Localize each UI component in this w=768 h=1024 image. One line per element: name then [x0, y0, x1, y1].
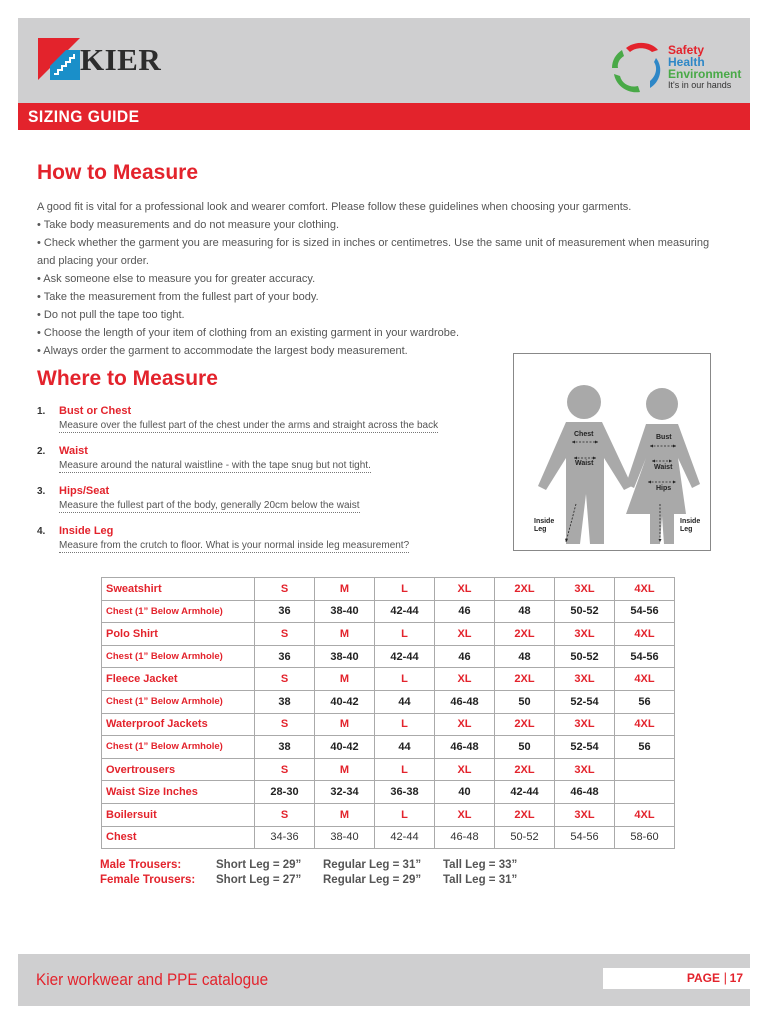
size-cell: 28-30 — [255, 781, 315, 804]
size-cell: S — [255, 758, 315, 781]
step-number: 3. — [37, 486, 46, 497]
male-trousers-label: Male Trousers: — [100, 859, 182, 871]
size-cell — [615, 758, 675, 781]
size-cell: M — [315, 623, 375, 646]
page-footer — [18, 954, 750, 1006]
size-cell: 36 — [255, 600, 315, 623]
size-table-row — [102, 713, 675, 736]
size-cell: 3XL — [555, 758, 615, 781]
waist-label-male: Waist — [575, 460, 594, 467]
size-cell: 2XL — [495, 623, 555, 646]
male-regular-leg: Regular Leg = 31” — [323, 859, 422, 871]
size-cell: 42-44 — [495, 781, 555, 804]
size-cell: 3XL — [555, 803, 615, 826]
size-cell: 44 — [375, 736, 435, 759]
inside-leg-label-female-1: Inside — [680, 518, 701, 525]
size-cell: 48 — [495, 600, 555, 623]
size-cell: 50-52 — [555, 645, 615, 668]
size-cell: M — [315, 668, 375, 691]
female-short-leg: Short Leg = 27” — [216, 874, 302, 886]
how-to-measure-heading: How to Measure — [37, 161, 199, 184]
size-cell: 38-40 — [315, 645, 375, 668]
guideline-item: • Always order the garment to accommodate the largest body measurement. — [37, 345, 408, 357]
size-cell: 40-42 — [315, 736, 375, 759]
size-row-label: Chest (1” Below Armhole) — [102, 690, 255, 713]
guideline-item: • Ask someone else to measure you for greater accuracy. — [37, 273, 316, 285]
kier-logo — [36, 36, 166, 82]
size-cell — [615, 781, 675, 804]
section-label: SIZING GUIDE — [28, 107, 140, 126]
chest-label: Chest — [574, 431, 594, 438]
step-description: Measure from the crutch to floor. What is your normal inside leg measurement? — [59, 540, 410, 551]
size-cell: 40 — [435, 781, 495, 804]
size-cell: 50-52 — [495, 826, 555, 849]
size-cell: 56 — [615, 690, 675, 713]
size-cell: 58-60 — [615, 826, 675, 849]
size-cell: 36-38 — [375, 781, 435, 804]
size-cell: 2XL — [495, 758, 555, 781]
size-cell: 2XL — [495, 803, 555, 826]
size-row-label: Chest — [102, 826, 255, 849]
guideline-item: • Take body measurements and do not measure your clothing. — [37, 219, 340, 231]
size-cell: L — [375, 758, 435, 781]
male-trousers-row — [100, 858, 560, 873]
size-cell: 3XL — [555, 668, 615, 691]
guideline-item: • Check whether the garment you are measuring for is sized in inches or centimetres. Use the same unit of measurement when measuring and placing your order. — [37, 237, 710, 267]
step-item — [37, 406, 487, 446]
step-description: Measure over the fullest part of the chest under the arms and straight across the back — [59, 420, 439, 431]
size-cell: 40-42 — [315, 690, 375, 713]
size-cell: 42-44 — [375, 600, 435, 623]
size-row-label: Overtrousers — [102, 758, 255, 781]
size-cell: 54-56 — [615, 645, 675, 668]
size-cell: 4XL — [615, 803, 675, 826]
size-cell: 46-48 — [435, 690, 495, 713]
size-cell: S — [255, 803, 315, 826]
step-number: 1. — [37, 406, 46, 417]
size-cell: 42-44 — [375, 645, 435, 668]
hips-label: Hips — [656, 485, 672, 492]
size-cell: XL — [435, 623, 495, 646]
female-trousers-row — [100, 873, 560, 888]
size-cell: 2XL — [495, 578, 555, 601]
size-cell: 50 — [495, 736, 555, 759]
size-cell: 52-54 — [555, 736, 615, 759]
inside-leg-label-male-2: Leg — [534, 526, 547, 533]
size-cell: S — [255, 578, 315, 601]
size-cell: XL — [435, 713, 495, 736]
section-banner — [18, 103, 750, 130]
female-tall-leg: Tall Leg = 31” — [443, 874, 518, 886]
she-tagline — [668, 44, 741, 91]
where-to-measure-heading: Where to Measure — [37, 367, 218, 390]
step-item — [37, 526, 487, 566]
size-cell: 3XL — [555, 578, 615, 601]
size-table-row — [102, 803, 675, 826]
female-regular-leg: Regular Leg = 29” — [323, 874, 422, 886]
she-cycle-icon — [606, 38, 668, 98]
size-cell: XL — [435, 668, 495, 691]
size-cell: XL — [435, 578, 495, 601]
size-cell: L — [375, 578, 435, 601]
catalogue-page — [18, 18, 750, 1006]
page-indicator — [603, 968, 750, 989]
size-cell: 4XL — [615, 578, 675, 601]
size-table-row — [102, 758, 675, 781]
size-cell: 4XL — [615, 713, 675, 736]
catalogue-title: Kier workwear and PPE catalogue — [36, 970, 269, 989]
size-row-label: Waterproof Jackets — [102, 713, 255, 736]
logo-text: KIER — [80, 42, 162, 77]
size-table — [101, 577, 675, 849]
step-number: 2. — [37, 446, 46, 457]
size-cell: 46-48 — [555, 781, 615, 804]
inside-leg-label-male-1: Inside — [534, 518, 555, 525]
size-row-label: Chest (1” Below Armhole) — [102, 736, 255, 759]
she-health: Health — [668, 55, 705, 69]
size-cell: S — [255, 713, 315, 736]
size-cell: L — [375, 803, 435, 826]
size-cell: 4XL — [615, 623, 675, 646]
size-table-row — [102, 826, 675, 849]
size-row-label: Fleece Jacket — [102, 668, 255, 691]
size-cell: 46 — [435, 645, 495, 668]
size-table-row — [102, 781, 675, 804]
size-cell: 48 — [495, 645, 555, 668]
size-cell: M — [315, 578, 375, 601]
measurement-diagram — [513, 353, 711, 551]
size-cell: L — [375, 668, 435, 691]
size-cell: 46 — [435, 600, 495, 623]
size-cell: 38 — [255, 690, 315, 713]
guideline-item: • Choose the length of your item of clothing from an existing garment in your wardrobe. — [37, 327, 460, 339]
size-table-row — [102, 623, 675, 646]
size-table-row — [102, 600, 675, 623]
size-cell: 56 — [615, 736, 675, 759]
size-cell: 42-44 — [375, 826, 435, 849]
trouser-lengths — [100, 858, 560, 888]
step-title: Inside Leg — [59, 525, 114, 537]
size-row-label: Waist Size Inches — [102, 781, 255, 804]
size-cell: 3XL — [555, 623, 615, 646]
she-logo — [606, 38, 746, 98]
size-cell: 2XL — [495, 668, 555, 691]
kier-logo-mark-icon — [36, 36, 82, 82]
size-row-label: Chest (1” Below Armhole) — [102, 600, 255, 623]
size-table-row — [102, 645, 675, 668]
male-short-leg: Short Leg = 29” — [216, 859, 302, 871]
size-cell: 54-56 — [555, 826, 615, 849]
step-title: Bust or Chest — [59, 405, 132, 417]
size-table-row — [102, 736, 675, 759]
inside-leg-label-female-2: Leg — [680, 526, 693, 533]
size-cell: 36 — [255, 645, 315, 668]
page-number: 17 — [729, 971, 743, 985]
size-cell: 50-52 — [555, 600, 615, 623]
size-row-label: Chest (1” Below Armhole) — [102, 645, 255, 668]
size-cell: 3XL — [555, 713, 615, 736]
step-number: 4. — [37, 526, 46, 537]
step-item — [37, 486, 487, 526]
size-table-row — [102, 690, 675, 713]
bust-label: Bust — [656, 434, 672, 441]
she-environment: Environment — [668, 67, 742, 81]
size-table-row — [102, 578, 675, 601]
size-cell: M — [315, 803, 375, 826]
size-cell: 38 — [255, 736, 315, 759]
male-tall-leg: Tall Leg = 33” — [443, 859, 518, 871]
page-header — [18, 18, 750, 103]
size-row-label: Boilersuit — [102, 803, 255, 826]
size-cell: 4XL — [615, 668, 675, 691]
step-title: Hips/Seat — [59, 485, 110, 497]
guideline-item: • Do not pull the tape too tight. — [37, 309, 185, 321]
size-cell: 50 — [495, 690, 555, 713]
size-cell: 46-48 — [435, 826, 495, 849]
size-cell: L — [375, 713, 435, 736]
size-table-row — [102, 668, 675, 691]
size-row-label: Sweatshirt — [102, 578, 255, 601]
size-cell: 38-40 — [315, 826, 375, 849]
size-cell: 2XL — [495, 713, 555, 736]
measure-steps — [37, 406, 487, 566]
intro-line: A good fit is vital for a professional look and wearer comfort. Please follow these guidelines when choosing your garments. — [37, 201, 632, 213]
step-description: Measure around the natural waistline - with the tape snug but not tight. — [59, 460, 371, 471]
size-cell: S — [255, 623, 315, 646]
size-cell: M — [315, 713, 375, 736]
page-separator: | — [723, 970, 727, 985]
size-cell: 32-34 — [315, 781, 375, 804]
size-cell: XL — [435, 803, 495, 826]
size-cell: XL — [435, 758, 495, 781]
size-cell: 44 — [375, 690, 435, 713]
how-to-measure-text — [37, 198, 727, 360]
step-item — [37, 446, 487, 486]
size-row-label: Polo Shirt — [102, 623, 255, 646]
size-cell: 34-36 — [255, 826, 315, 849]
size-cell: 52-54 — [555, 690, 615, 713]
female-trousers-label: Female Trousers: — [100, 874, 196, 886]
size-cell: 54-56 — [615, 600, 675, 623]
size-cell: 46-48 — [435, 736, 495, 759]
step-title: Waist — [59, 445, 88, 457]
she-safety: Safety — [668, 43, 705, 57]
size-cell: S — [255, 668, 315, 691]
she-slogan: It's in our hands — [668, 80, 732, 90]
step-description: Measure the fullest part of the body, generally 20cm below the waist — [59, 500, 360, 511]
page-label: PAGE — [686, 971, 720, 985]
waist-label-female: Waist — [654, 464, 673, 471]
size-cell: 38-40 — [315, 600, 375, 623]
guideline-item: • Take the measurement from the fullest part of your body. — [37, 291, 319, 303]
size-cell: M — [315, 758, 375, 781]
size-cell: L — [375, 623, 435, 646]
